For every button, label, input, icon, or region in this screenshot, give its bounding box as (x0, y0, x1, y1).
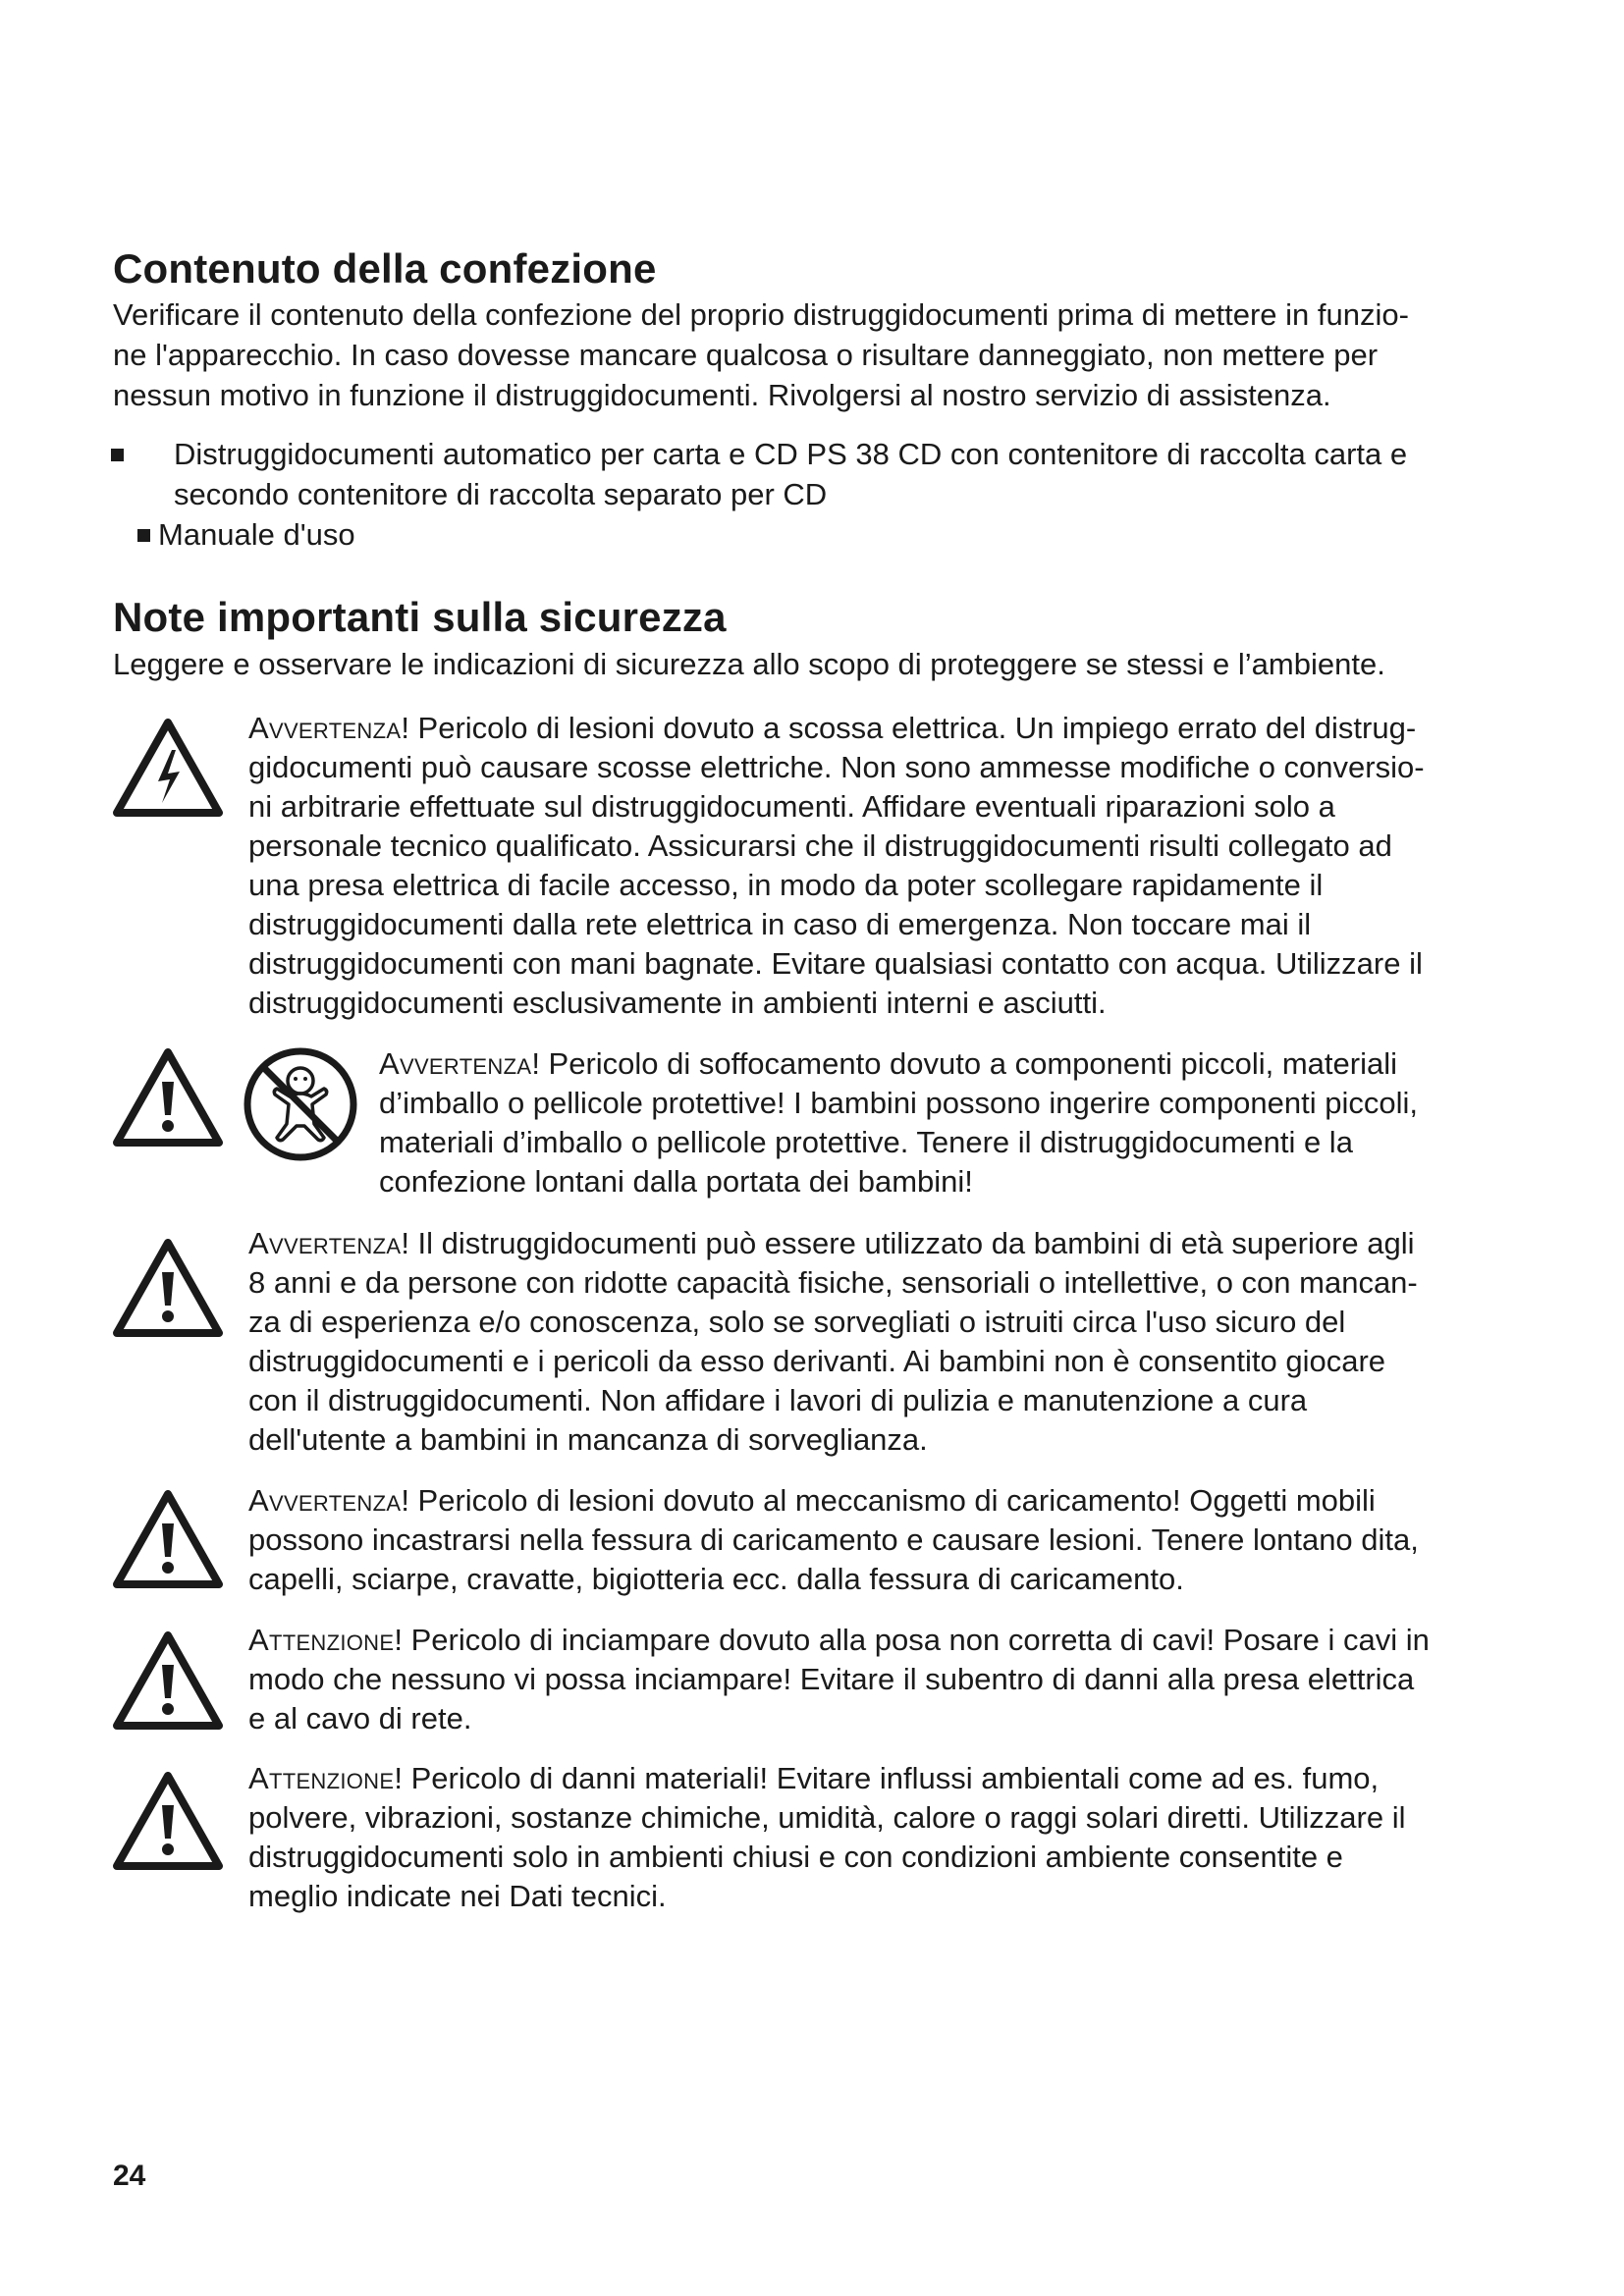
warning-punct: ! (401, 1226, 409, 1260)
warning-punct: ! (394, 1623, 403, 1657)
list-item-text: Manuale d'uso (158, 517, 355, 552)
intro-line: nessun motivo in funzione il distruggidocumenti. Rivolgersi al nostro servizio di assistenza. (113, 378, 1331, 412)
package-contents-intro (113, 294, 1527, 415)
warning-text (248, 1481, 1419, 1599)
general-warning-icon (113, 1048, 223, 1147)
general-warning-icon (113, 1772, 223, 1870)
warning-line: con il distruggidocumenti. Non affidare i lavori di pulizia e manutenzione a cura (248, 1383, 1308, 1417)
warning-line: Pericolo di lesioni dovuto al meccanismo di caricamento! Oggetti mobili (408, 1483, 1376, 1518)
warning-line: distruggidocumenti esclusivamente in ambienti interni e asciutti. (248, 986, 1107, 1020)
warning-line: za di esperienza e/o conoscenza, solo se sorvegliati o istruiti circa l'uso sicuro del (248, 1305, 1346, 1339)
intro-line: ne l'apparecchio. In caso dovesse mancare qualcosa o risultare danneggiato, non mettere per (113, 338, 1379, 372)
warning-line: confezione lontani dalla portata dei bambini! (379, 1164, 973, 1199)
warning-line: polvere, vibrazioni, sostanze chimiche, umidità, calore o raggi solari diretti. Utilizzare il (248, 1800, 1406, 1835)
list-item-line: Distruggidocumenti automatico per carta e CD PS 38 CD con contenitore di raccolta carta e (174, 437, 1408, 471)
warning-line: distruggidocumenti e i pericoli da esso derivanti. Ai bambini non è consentito giocare (248, 1344, 1386, 1378)
warning-line: distruggidocumenti con mani bagnate. Evitare qualsiasi contatto con acqua. Utilizzare il (248, 946, 1423, 981)
warning-line: modo che nessuno vi possa inciampare! Evitare il subentro di danni alla presa elettrica (248, 1662, 1415, 1696)
warning-line: possono incastrarsi nella fessura di caricamento e causare lesioni. Tenere lontano dita, (248, 1522, 1419, 1557)
warning-line: Pericolo di soffocamento dovuto a componenti piccoli, materiali (539, 1046, 1397, 1081)
warning-line: meglio indicate nei Dati tecnici. (248, 1879, 667, 1913)
warning-line: capelli, sciarpe, cravatte, bigiotteria ecc. dalla fessura di caricamento. (248, 1562, 1184, 1596)
list-item (137, 514, 355, 555)
page-number: 24 (113, 2160, 146, 2192)
safety-intro: Leggere e osservare le indicazioni di sicurezza allo scopo di proteggere se stessi e l’ambiente. (113, 647, 1385, 681)
warning-text (248, 709, 1425, 1023)
warning-label: Avvertenza (248, 1483, 402, 1518)
intro-line: Verificare il contenuto della confezione del proprio distruggidocumenti prima di mettere in funzio- (113, 297, 1409, 332)
general-warning-icon (113, 1239, 223, 1337)
warning-text (248, 1621, 1430, 1738)
warning-line: 8 anni e da persone con ridotte capacità fisiche, sensoriali o intellettive, o con mancan- (248, 1265, 1418, 1300)
warning-line: gidocumenti può causare scosse elettriche. Non sono ammesse modifiche o conversio- (248, 750, 1425, 784)
warning-text (379, 1044, 1418, 1201)
warning-text (248, 1224, 1418, 1460)
warning-punct: ! (401, 711, 409, 745)
warning-label: Attenzione (248, 1623, 395, 1657)
general-warning-icon (113, 1631, 223, 1730)
warning-line: distruggidocumenti solo in ambienti chiusi e con condizioni ambiente consentite e (248, 1840, 1343, 1874)
warning-text (248, 1759, 1405, 1916)
warning-line: distruggidocumenti dalla rete elettrica in caso di emergenza. Non toccare mai il (248, 907, 1312, 941)
warning-line: dell'utente a bambini in mancanza di sorveglianza. (248, 1422, 928, 1457)
section-title-sicurezza: Note importanti sulla sicurezza (113, 594, 727, 640)
warning-line: Pericolo di inciampare dovuto alla posa non corretta di cavi! Posare i cavi in (402, 1623, 1430, 1657)
warning-line: ni arbitrarie effettuate sul distruggidocumenti. Affidare eventuali riparazioni solo a (248, 789, 1335, 824)
warning-label: Avvertenza (248, 1226, 402, 1260)
warning-label: Avvertenza (379, 1046, 532, 1081)
section-title-contenuto: Contenuto della confezione (113, 245, 657, 292)
warning-line: personale tecnico qualificato. Assicurarsi che il distruggidocumenti risulti collegato ad (248, 828, 1392, 863)
list-item-line: secondo contenitore di raccolta separato per CD (174, 477, 828, 511)
warning-line: una presa elettrica di facile accesso, in modo da poter scollegare rapidamente il (248, 868, 1324, 902)
general-warning-icon (113, 1490, 223, 1588)
warning-label: Attenzione (248, 1761, 395, 1795)
warning-punct: ! (401, 1483, 409, 1518)
warning-line: d’imballo o pellicole protettive! I bambini possono ingerire componenti piccoli, (379, 1086, 1419, 1120)
electric-shock-warning-icon (113, 719, 223, 817)
warning-line: e al cavo di rete. (248, 1701, 472, 1735)
warning-line: Pericolo di danni materiali! Evitare influssi ambientali come ad es. fumo, (402, 1761, 1380, 1795)
bullet-icon (111, 449, 124, 461)
warning-line: materiali d’imballo o pellicole protettive. Tenere il distruggidocumenti e la (379, 1125, 1353, 1159)
warning-line: Pericolo di lesioni dovuto a scossa elettrica. Un impiego errato del distrug- (408, 711, 1417, 745)
no-children-icon (242, 1045, 359, 1163)
warning-punct: ! (531, 1046, 540, 1081)
warning-line: Il distruggidocumenti può essere utilizzato da bambini di età superiore agli (408, 1226, 1415, 1260)
warning-punct: ! (394, 1761, 403, 1795)
bullet-icon (137, 529, 150, 542)
warning-label: Avvertenza (248, 711, 402, 745)
list-item-text (174, 434, 1529, 514)
